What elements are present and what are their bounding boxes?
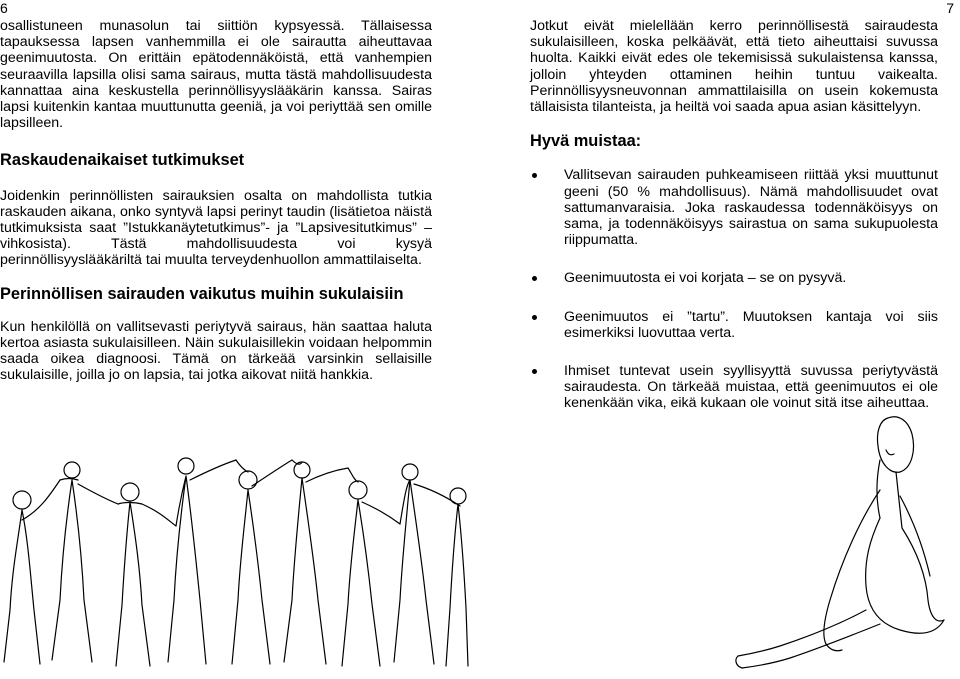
list-item bbox=[530, 363, 938, 412]
bullet-icon bbox=[532, 315, 537, 320]
reminder-list bbox=[530, 167, 938, 411]
list-item bbox=[530, 270, 938, 286]
right-text-column bbox=[530, 18, 938, 428]
intro-paragraph: osallistuneen munasolun tai siittiön kypsyessä. Tällaisessa tapauksessa lapsen vanhemmilla ei ole sairautta aiheuttavaa geenimuutosta. On erittäin epätodennäköistä, että vanhempien seuraavilla lapsilla olisi sama sairaus, mutta tästä mahdollisuudesta kannattaa aina keskustella perinnöllisyyslääkärin kanssa. Sairas lapsi kuitenkin kantaa muuttunutta geeniä, ja voi periyttää sen omille lapsilleen. bbox=[0, 18, 432, 132]
bullet-icon bbox=[532, 369, 537, 374]
relatives-fear-paragraph: Jotkut eivät mielellään kerro perinnöllisestä sairaudesta sukulaisilleen, koska pelkäävät, että tieto aiheuttaisi suvussa huolta. Kaikki eivät edes ole tekemisissä sukulaistensa kanssa, jolloin yhteyden ottaminen heihin tuntuu vaikealta. Perinnöllisyysneuvonnan ammattilaisilla on usein kokemusta tällaisista tilanteista, ja heiltä voi saada apua asian käsittelyyn. bbox=[530, 18, 938, 116]
list-item-text: Ihmiset tuntevat usein syyllisyyttä suvussa periytyvästä sairaudesta. On tärkeää muistaa, että geenimuutos ei ole kenenkään vika, eikä kukaan ole voinut sitä itse aiheuttaa. bbox=[564, 363, 938, 412]
heading-prenatal-tests: Raskaudenaikaiset tutkimukset bbox=[0, 151, 245, 170]
page-number-right: 7 bbox=[946, 0, 954, 16]
seated-figure-illustration bbox=[730, 410, 960, 676]
heading-relatives-impact: Perinnöllisen sairauden vaikutus muihin sukulaisiin bbox=[0, 284, 404, 303]
list-item bbox=[530, 167, 938, 248]
bullet-icon bbox=[532, 276, 537, 281]
dancing-figures-illustration bbox=[0, 440, 470, 676]
page-number-left: 6 bbox=[0, 0, 8, 16]
list-item-text: Vallitsevan sairauden puhkeamiseen riittää yksi muuttunut geeni (50 % mahdollisuus). Nämä mahdollisuudet ovat sattumanvaraisia. Joka raskaudessa todennäköisyys on sama, ja todennäköisyys sairastua on sama sukupuolesta riippumatta. bbox=[564, 167, 938, 249]
list-item-text: Geenimuutos ei ”tartu”. Muutoksen kantaja voi siis esimerkiksi luovuttaa verta. bbox=[564, 308, 938, 341]
list-item bbox=[530, 309, 938, 341]
list-item-text: Geenimuutosta ei voi korjata – se on pysyvä. bbox=[564, 270, 847, 287]
left-text-column bbox=[0, 18, 432, 384]
bullet-icon bbox=[532, 173, 537, 178]
relatives-paragraph: Kun henkilöllä on vallitsevasti periytyvä sairaus, hän saattaa haluta kertoa asiasta sukulaisilleen. Näin sukulaisillekin voidaan helpommin saada oikea diagnoosi. Tämä on tärkeää varsinkin sellaisille sukulaisille, joilla jo on lapsia, tai jotka aikovat niitä hankkia. bbox=[0, 318, 432, 384]
prenatal-tests-paragraph: Joidenkin perinnöllisten sairauksien osalta on mahdollista tutkia raskauden aikana, onko syntyvä lapsi perinyt taudin (lisätietoa näistä tutkimuksista saat ”Istukkanäytetutkimus”- ja ”Lapsivesitutkimus” –vihkosista). Tästä mahdollisuudesta voi kysyä perinnöllisyyslääkäriltä tai muulta terveydenhuollon ammattilaiselta. bbox=[0, 187, 432, 269]
heading-good-to-remember: Hyvä muistaa: bbox=[530, 132, 642, 151]
